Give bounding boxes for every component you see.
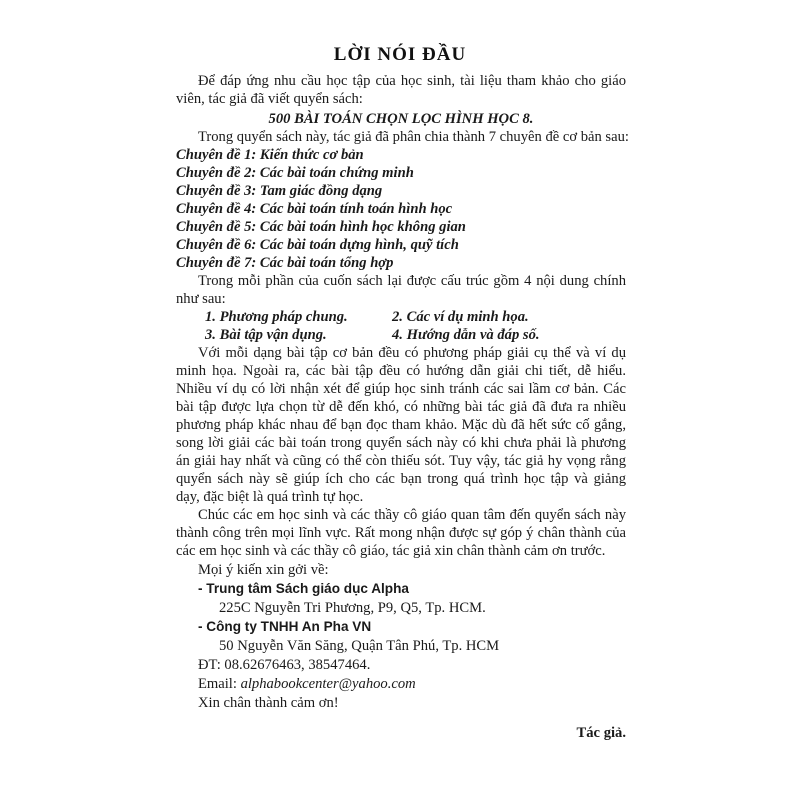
para3-line-2: thành công trên mọi lĩnh vực. Rất mong nhận được sự góp ý chân thành của [176, 525, 626, 541]
email-label: Email: [198, 676, 241, 692]
chapter-1: Chuyên đề 1: Kiến thức cơ bản [176, 147, 364, 163]
org2-name: - Công ty TNHH An Pha VN [198, 619, 372, 634]
para2-line-4: bài tập được lựa chọn từ dễ đến khó, có những bài tác giả đã đưa ra nhiều [176, 399, 626, 415]
intro-line-2: viên, tác giả đã viết quyển sách: [176, 91, 363, 107]
signature: Tác giả. [576, 725, 626, 741]
intro-line-1: Để đáp ứng nhu cầu học tập của học sinh, tài liệu tham khảo cho giáo [198, 73, 626, 89]
chapter-6: Chuyên đề 6: Các bài toán dựng hình, quỹ tích [176, 237, 459, 253]
structure-item-2: 2. Các ví dụ minh họa. [392, 309, 529, 325]
para2-line-9: dạy, đặc biệt là quá trình tự học. [176, 489, 364, 505]
para2-line-6: song lời giải các bài toán trong quyển sách này có khi chưa phải là phương [176, 435, 626, 451]
contact-phone: ĐT: 08.62676463, 38547464. [198, 657, 371, 673]
thanks-line: Xin chân thành cảm ơn! [198, 695, 339, 711]
chapter-3: Chuyên đề 3: Tam giác đồng dạng [176, 183, 383, 199]
para3-line-1: Chúc các em học sinh và các thầy cô giáo quan tâm đến quyển sách này [198, 507, 626, 523]
contact-email-line [198, 675, 416, 693]
para3-line-3: các em học sinh và các thầy cô giáo, tác giả xin chân thành cảm ơn trước. [176, 543, 606, 559]
structure-line-2: như sau: [176, 291, 226, 307]
org1-address: 225C Nguyễn Tri Phương, P9, Q5, Tp. HCM. [219, 600, 486, 616]
para2-line-7: án giải hay nhất và cũng có thể còn thiếu sót. Tuy vậy, tác giả hy vọng rằng [176, 453, 626, 469]
email-address: alphabookcenter@yahoo.com [240, 676, 416, 692]
org1-name: - Trung tâm Sách giáo dục Alpha [198, 581, 409, 596]
structure-item-4: 4. Hướng dẫn và đáp số. [392, 327, 540, 343]
intro-line-3: Trong quyển sách này, tác giả đã phân chia thành 7 chuyên đề cơ bản sau: [198, 129, 629, 145]
structure-item-3: 3. Bài tập vận dụng. [205, 327, 327, 343]
structure-item-1: 1. Phương pháp chung. [205, 309, 348, 325]
chapter-5: Chuyên đề 5: Các bài toán hình học không gian [176, 219, 466, 235]
para2-line-8: quyển sách này sẽ giúp ích cho các bạn trong quá trình học tập và giảng [176, 471, 626, 487]
chapter-4: Chuyên đề 4: Các bài toán tính toán hình học [176, 201, 453, 217]
page-title: LỜI NÓI ĐẦU [333, 44, 467, 65]
book-title: 500 BÀI TOÁN CHỌN LỌC HÌNH HỌC 8. [268, 111, 534, 127]
para2-line-5: phương pháp khác nhau để bạn đọc tham khảo. Mặc dù đã hết sức cố gắng, [176, 417, 626, 433]
chapter-2: Chuyên đề 2: Các bài toán chứng minh [176, 165, 414, 181]
para2-line-3: Nhiều ví dụ có lời nhận xét để giúp học sinh tránh các sai lầm cơ bản. Các [176, 381, 626, 397]
para2-line-1: Với mỗi dạng bài tập cơ bản đều có phương pháp giải cụ thể và ví dụ [198, 345, 626, 361]
chapter-7: Chuyên đề 7: Các bài toán tổng hợp [176, 255, 394, 271]
para2-line-2: minh họa. Ngoài ra, các bài tập đều có hướng dẫn giải chi tiết, dễ hiểu. [176, 363, 626, 379]
structure-line-1: Trong mỗi phần của cuốn sách lại được cấu trúc gồm 4 nội dung chính [198, 273, 626, 289]
contact-intro: Mọi ý kiến xin gởi về: [198, 562, 329, 578]
org2-address: 50 Nguyễn Văn Săng, Quận Tân Phú, Tp. HCM [219, 638, 500, 654]
